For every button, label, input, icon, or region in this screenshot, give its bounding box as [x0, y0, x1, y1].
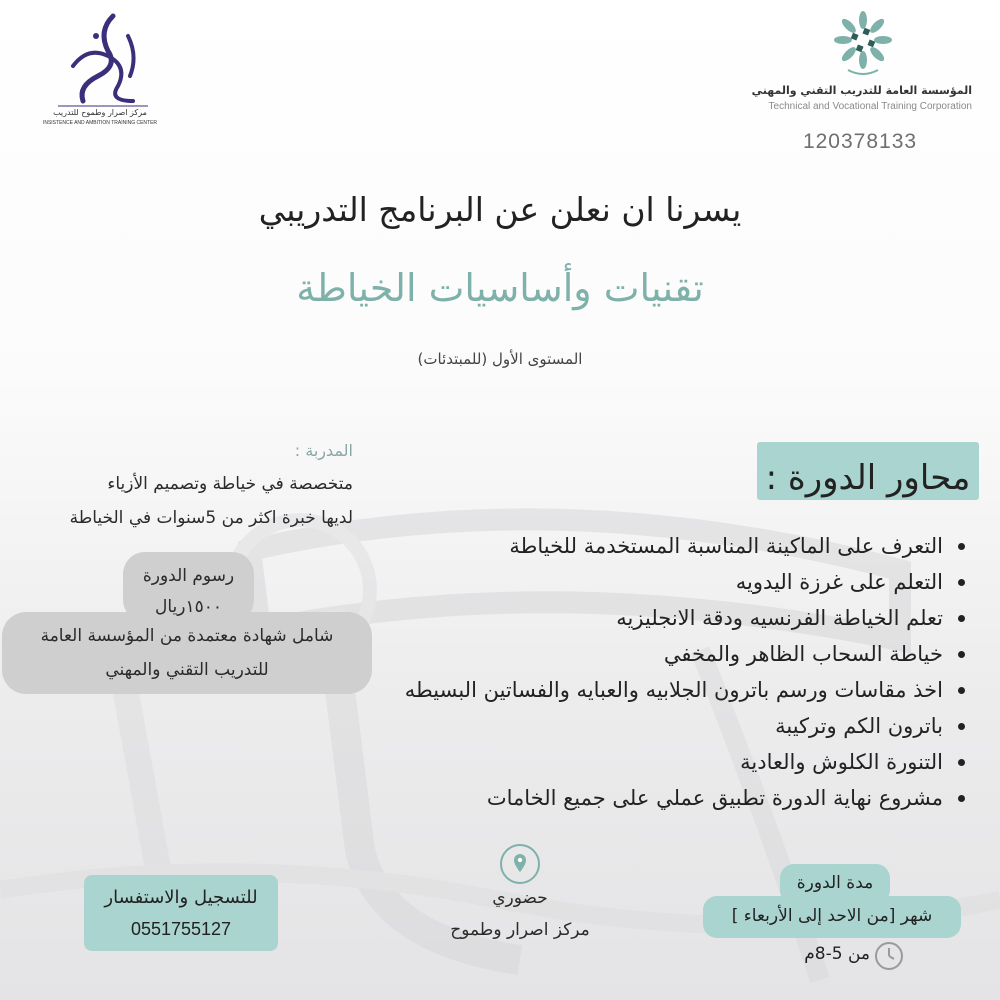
- clock-icon: [873, 940, 905, 972]
- trainer-experience: لديها خبرة اكثر من 5سنوات في الخياطة: [69, 508, 353, 528]
- duration-value: شهر [من الاحد إلى الأربعاء ]: [731, 906, 933, 926]
- tvtc-flower-logo-icon: [830, 8, 896, 78]
- fees-note-line1: شامل شهادة معتمدة من المؤسسة العامة: [40, 626, 334, 646]
- list-item: التعرف على الماكينة المناسبة المستخدمة للخياطة: [350, 528, 965, 564]
- fees-label: رسوم الدورة: [142, 566, 235, 586]
- duration-time: من 5-8م: [804, 944, 870, 964]
- registration-phone: 0551755127: [130, 919, 232, 939]
- intro-heading: يسرنا ان نعلن عن البرنامج التدريبي: [258, 190, 742, 229]
- list-item: اخذ مقاسات ورسم باترون الجلابيه والعبايه والفساتين البسيطه: [350, 672, 965, 708]
- program-title: تقنيات وأساسيات الخياطة: [296, 266, 704, 310]
- course-axes-list: [350, 528, 965, 816]
- list-item: التعلم على غرزة اليدويه: [350, 564, 965, 600]
- trainer-specialty: متخصصة في خياطة وتصميم الأزياء: [107, 474, 353, 494]
- fees-amount: ١٥٠٠ريال: [154, 597, 222, 617]
- fees-note-line2: للتدريب التقني والمهني: [105, 660, 269, 680]
- location-mode: حضوري: [492, 888, 548, 908]
- list-item: باترون الكم وتركيبة: [350, 708, 965, 744]
- tvtc-arabic-name: المؤسسة العامة للتدريب التقني والمهني: [751, 84, 972, 97]
- tvtc-english-name: Technical and Vocational Training Corporation: [768, 101, 972, 112]
- left-logo-english: INSISTENCE AND AMBITION TRAINING CENTER: [42, 120, 158, 126]
- left-logo-arabic: مركز اصرار وطموح للتدريب: [53, 108, 147, 117]
- registration-number: 120378133: [802, 130, 918, 153]
- list-item: مشروع نهاية الدورة تطبيق عملي على جميع الخامات: [350, 780, 965, 816]
- list-item: التنورة الكلوش والعادية: [350, 744, 965, 780]
- location-pin-icon: [500, 844, 540, 884]
- fees-note-pill: [2, 612, 372, 694]
- trainer-label: المدربة :: [294, 441, 353, 460]
- program-level: المستوى الأول (للمبتدئات): [417, 350, 583, 368]
- course-axes-header: محاور الدورة :: [757, 442, 979, 500]
- list-item: خياطة السحاب الظاهر والمخفي: [350, 636, 965, 672]
- location-place: مركز اصرار وطموح: [450, 920, 590, 940]
- list-item: تعلم الخياطة الفرنسيه ودقة الانجليزيه: [350, 600, 965, 636]
- duration-label: مدة الدورة: [796, 873, 874, 893]
- registration-label: للتسجيل والاستفسار: [104, 887, 258, 908]
- left-logo-caption: [30, 108, 170, 128]
